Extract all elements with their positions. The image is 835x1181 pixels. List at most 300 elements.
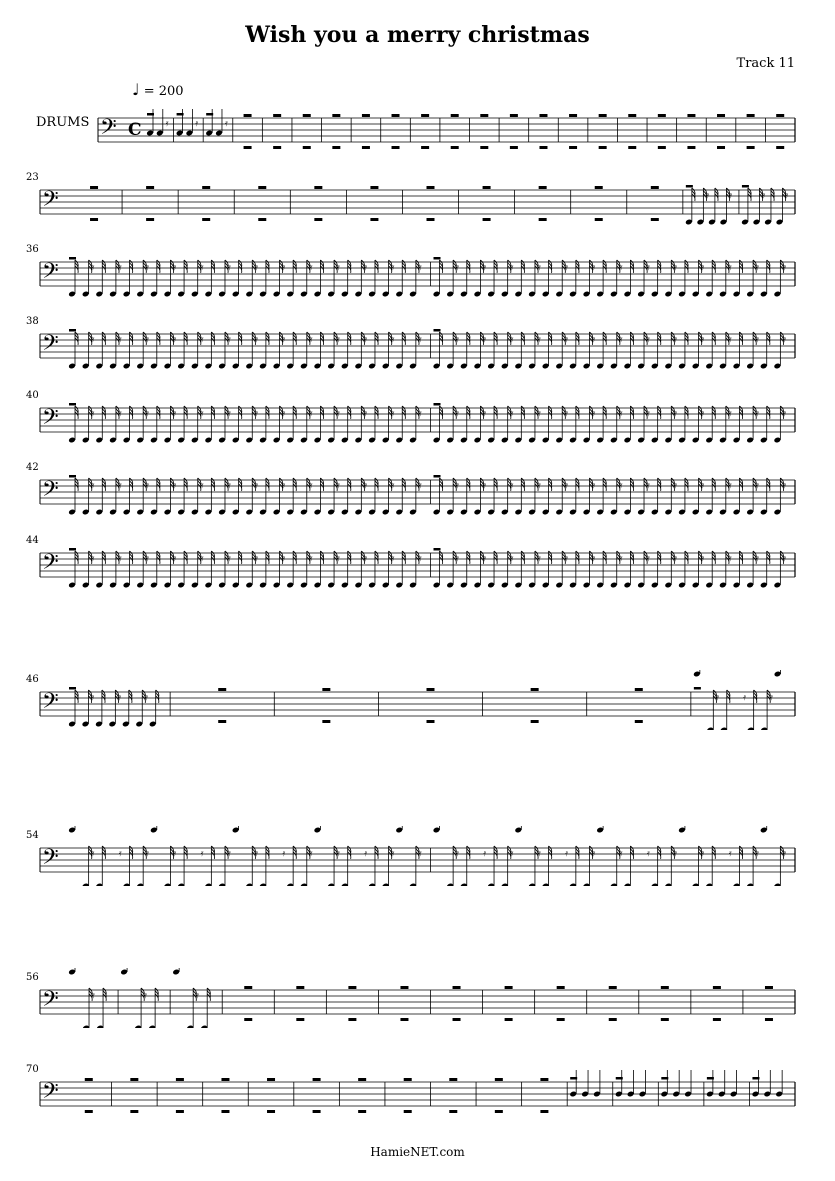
sixteenth-rest: 𝄿 bbox=[337, 335, 340, 345]
sixteenth-rest: 𝄿 bbox=[483, 263, 487, 273]
sixteenth-rest: 𝄿 bbox=[783, 481, 787, 491]
whole-rest bbox=[765, 1018, 773, 1021]
sixteenth-rest: 𝄿 bbox=[456, 481, 459, 491]
sixteenth-rest: 𝄿 bbox=[743, 693, 746, 703]
whole-rest bbox=[244, 114, 252, 117]
sixteenth-rest: 𝄿 bbox=[337, 263, 340, 273]
sixteenth-rest: 𝄿 bbox=[391, 409, 395, 419]
sixteenth-rest: 𝄿 bbox=[619, 481, 623, 491]
whole-rest bbox=[776, 114, 784, 117]
sixteenth-rest: 𝄿 bbox=[364, 263, 368, 273]
sixteenth-rest: 𝄿 bbox=[224, 119, 228, 129]
sixteenth-rest: 𝄿 bbox=[364, 849, 368, 859]
measure-number: 38 bbox=[26, 316, 39, 327]
sixteenth-rest: 𝄿 bbox=[391, 335, 395, 345]
whole-rest bbox=[90, 186, 98, 189]
sixteenth-rest: 𝄿 bbox=[483, 849, 487, 859]
sixteenth-rest: 𝄿 bbox=[364, 335, 368, 345]
bass-clef-icon: 𝄢 bbox=[42, 845, 59, 875]
sixteenth-rest: 𝄿 bbox=[282, 849, 286, 859]
bass-clef-icon: 𝄢 bbox=[42, 259, 59, 289]
whole-rest bbox=[510, 146, 518, 149]
whole-rest bbox=[661, 1018, 669, 1021]
whole-rest bbox=[313, 1078, 321, 1081]
whole-rest bbox=[609, 986, 617, 989]
sixteenth-rest: 𝄿 bbox=[537, 554, 541, 564]
voice-rest bbox=[752, 1077, 759, 1080]
tempo-value: = 200 bbox=[143, 84, 184, 99]
sixteenth-rest: 𝄿 bbox=[701, 409, 705, 419]
sixteenth-rest: 𝄿 bbox=[647, 409, 650, 419]
voice-rest bbox=[147, 113, 154, 116]
sixteenth-rest: 𝄿 bbox=[647, 335, 650, 345]
staff-system bbox=[0, 1060, 835, 1120]
whole-rest bbox=[713, 1018, 721, 1021]
sixteenth-rest: 𝄿 bbox=[619, 409, 623, 419]
whole-rest bbox=[296, 986, 304, 989]
sixteenth-rest: 𝄿 bbox=[592, 409, 596, 419]
whole-rest bbox=[267, 1110, 275, 1113]
sixteenth-rest: 𝄿 bbox=[91, 409, 95, 419]
bass-clef-icon: 𝄢 bbox=[42, 187, 59, 217]
sixteenth-rest: 𝄿 bbox=[728, 409, 732, 419]
sixteenth-rest: 𝄿 bbox=[456, 409, 459, 419]
sixteenth-rest: 𝄿 bbox=[674, 849, 678, 859]
sixteenth-rest: 𝄿 bbox=[483, 554, 487, 564]
bass-clef-icon: 𝄢 bbox=[42, 1079, 59, 1109]
whole-rest bbox=[635, 720, 643, 723]
whole-rest bbox=[717, 146, 725, 149]
sixteenth-rest: 𝄿 bbox=[783, 335, 787, 345]
sixteenth-rest: 𝄿 bbox=[510, 481, 514, 491]
sixteenth-rest: 𝄿 bbox=[200, 554, 204, 564]
sixteenth-rest: 𝄿 bbox=[783, 849, 787, 859]
whole-rest bbox=[202, 186, 210, 189]
sixteenth-rest: 𝄿 bbox=[483, 335, 487, 345]
sixteenth-rest: 𝄿 bbox=[592, 481, 596, 491]
whole-rest bbox=[404, 1078, 412, 1081]
whole-rest bbox=[303, 146, 311, 149]
sixteenth-rest: 𝄿 bbox=[783, 554, 787, 564]
sixteenth-rest: 𝄿 bbox=[337, 849, 340, 859]
sixteenth-rest: 𝄿 bbox=[196, 991, 199, 1001]
sixteenth-rest: 𝄿 bbox=[255, 335, 259, 345]
whole-rest bbox=[495, 1078, 503, 1081]
sixteenth-rest: 𝄿 bbox=[619, 263, 623, 273]
sixteenth-rest: 𝄿 bbox=[146, 554, 149, 564]
sixteenth-rest: 𝄿 bbox=[565, 554, 568, 564]
sixteenth-rest: 𝄿 bbox=[565, 263, 568, 273]
sixteenth-rest: 𝄿 bbox=[565, 849, 568, 859]
sixteenth-rest: 𝄿 bbox=[173, 409, 177, 419]
whole-rest bbox=[202, 218, 210, 221]
voice-rest bbox=[686, 185, 693, 188]
whole-rest bbox=[221, 1110, 229, 1113]
sixteenth-rest: 𝄿 bbox=[173, 481, 177, 491]
sixteenth-rest: 𝄿 bbox=[647, 554, 650, 564]
staff-system bbox=[0, 670, 835, 730]
whole-rest bbox=[392, 114, 400, 117]
sixteenth-rest: 𝄿 bbox=[146, 335, 149, 345]
sixteenth-rest: 𝄿 bbox=[701, 335, 705, 345]
sixteenth-rest: 𝄿 bbox=[227, 481, 231, 491]
whole-rest bbox=[273, 114, 281, 117]
sixteenth-rest: 𝄿 bbox=[173, 335, 177, 345]
sixteenth-rest: 𝄿 bbox=[91, 693, 95, 703]
sixteenth-rest: 𝄿 bbox=[337, 409, 340, 419]
voice-rest bbox=[69, 403, 76, 406]
voice-rest bbox=[707, 1077, 714, 1080]
whole-rest bbox=[146, 186, 154, 189]
whole-rest bbox=[404, 1110, 412, 1113]
whole-rest bbox=[540, 1078, 548, 1081]
sixteenth-rest: 𝄿 bbox=[729, 191, 733, 201]
sixteenth-rest: 𝄿 bbox=[756, 409, 759, 419]
whole-rest bbox=[635, 688, 643, 691]
voice-rest bbox=[69, 548, 76, 551]
sixteenth-rest: 𝄿 bbox=[118, 693, 122, 703]
sixteenth-rest: 𝄿 bbox=[418, 409, 422, 419]
whole-rest bbox=[505, 986, 513, 989]
whole-rest bbox=[747, 114, 755, 117]
sixteenth-rest: 𝄿 bbox=[255, 409, 259, 419]
sixteenth-rest: 𝄿 bbox=[674, 554, 678, 564]
sixteenth-rest: 𝄿 bbox=[173, 554, 177, 564]
sixteenth-rest: 𝄿 bbox=[756, 849, 759, 859]
sixteenth-rest: 𝄿 bbox=[391, 263, 395, 273]
sixteenth-rest: 𝄿 bbox=[200, 481, 204, 491]
whole-rest bbox=[651, 218, 659, 221]
score-title: Wish you a merry christmas bbox=[245, 22, 590, 48]
bass-clef-icon: 𝄢 bbox=[42, 477, 59, 507]
whole-rest bbox=[569, 114, 577, 117]
voice-rest bbox=[742, 185, 749, 188]
sixteenth-rest: 𝄿 bbox=[619, 849, 623, 859]
whole-rest bbox=[687, 146, 695, 149]
whole-rest bbox=[628, 114, 636, 117]
whole-rest bbox=[332, 146, 340, 149]
sixteenth-rest: 𝄿 bbox=[309, 554, 313, 564]
sixteenth-rest: 𝄿 bbox=[165, 119, 169, 129]
sixteenth-rest: 𝄿 bbox=[282, 335, 286, 345]
whole-rest bbox=[296, 1018, 304, 1021]
sixteenth-rest: 𝄿 bbox=[118, 554, 122, 564]
sixteenth-rest: 𝄿 bbox=[255, 554, 259, 564]
whole-rest bbox=[531, 688, 539, 691]
track-label: Track 11 bbox=[736, 56, 795, 71]
sixteenth-rest: 𝄿 bbox=[510, 409, 514, 419]
whole-rest bbox=[258, 218, 266, 221]
staff-system bbox=[0, 168, 835, 228]
sixteenth-rest: 𝄿 bbox=[728, 554, 732, 564]
voice-rest bbox=[434, 329, 441, 332]
whole-rest bbox=[427, 186, 435, 189]
sixteenth-rest: 𝄿 bbox=[92, 991, 95, 1001]
sixteenth-rest: 𝄿 bbox=[592, 263, 596, 273]
measure-number: 70 bbox=[26, 1064, 39, 1075]
whole-rest bbox=[400, 986, 408, 989]
measure-number: 40 bbox=[26, 390, 39, 401]
bass-clef-icon: 𝄢 bbox=[42, 550, 59, 580]
whole-rest bbox=[717, 114, 725, 117]
whole-rest bbox=[273, 146, 281, 149]
whole-rest bbox=[130, 1078, 138, 1081]
sixteenth-rest: 𝄿 bbox=[282, 481, 286, 491]
sixteenth-rest: 𝄿 bbox=[391, 849, 395, 859]
whole-rest bbox=[658, 146, 666, 149]
voice-rest bbox=[69, 475, 76, 478]
sixteenth-rest: 𝄿 bbox=[565, 335, 568, 345]
sixteenth-rest: 𝄿 bbox=[91, 554, 95, 564]
sixteenth-rest: 𝄿 bbox=[282, 409, 286, 419]
staff-system bbox=[0, 312, 835, 372]
sixteenth-rest: 𝄿 bbox=[537, 849, 541, 859]
voice-rest bbox=[69, 329, 76, 332]
whole-rest bbox=[348, 986, 356, 989]
whole-rest bbox=[539, 146, 547, 149]
sixteenth-rest: 𝄿 bbox=[195, 119, 199, 129]
whole-rest bbox=[539, 114, 547, 117]
whole-rest bbox=[370, 186, 378, 189]
whole-rest bbox=[90, 218, 98, 221]
whole-rest bbox=[427, 720, 435, 723]
measure-number: 44 bbox=[26, 535, 39, 546]
whole-rest bbox=[765, 986, 773, 989]
sixteenth-rest: 𝄿 bbox=[537, 335, 541, 345]
sixteenth-rest: 𝄿 bbox=[91, 263, 95, 273]
bass-clef-icon: 𝄢 bbox=[42, 689, 59, 719]
whole-rest bbox=[130, 1110, 138, 1113]
whole-rest bbox=[362, 146, 370, 149]
sixteenth-rest: 𝄿 bbox=[309, 263, 313, 273]
whole-rest bbox=[267, 1078, 275, 1081]
whole-rest bbox=[313, 1110, 321, 1113]
sixteenth-rest: 𝄿 bbox=[364, 481, 368, 491]
voice-rest bbox=[434, 403, 441, 406]
sixteenth-rest: 𝄿 bbox=[227, 554, 231, 564]
sixteenth-rest: 𝄿 bbox=[716, 693, 720, 703]
staff-system bbox=[0, 826, 835, 886]
whole-rest bbox=[322, 688, 330, 691]
whole-rest bbox=[483, 218, 491, 221]
sixteenth-rest: 𝄿 bbox=[200, 335, 204, 345]
whole-rest bbox=[244, 146, 252, 149]
whole-rest bbox=[747, 146, 755, 149]
whole-rest bbox=[303, 114, 311, 117]
sixteenth-rest: 𝄿 bbox=[200, 263, 204, 273]
whole-rest bbox=[480, 114, 488, 117]
staff-system bbox=[0, 96, 835, 156]
whole-rest bbox=[510, 114, 518, 117]
whole-rest bbox=[427, 218, 435, 221]
whole-rest bbox=[221, 1078, 229, 1081]
voice-rest bbox=[434, 257, 441, 260]
whole-rest bbox=[505, 1018, 513, 1021]
sixteenth-rest: 𝄿 bbox=[701, 554, 705, 564]
whole-rest bbox=[358, 1110, 366, 1113]
voice-rest bbox=[570, 1077, 577, 1080]
sixteenth-rest: 𝄿 bbox=[144, 991, 147, 1001]
sixteenth-rest: 𝄿 bbox=[701, 263, 705, 273]
sixteenth-rest: 𝄿 bbox=[200, 849, 204, 859]
sixteenth-rest: 𝄿 bbox=[227, 263, 231, 273]
sixteenth-rest: 𝄿 bbox=[418, 335, 422, 345]
sixteenth-rest: 𝄿 bbox=[647, 849, 650, 859]
sixteenth-rest: 𝄿 bbox=[647, 481, 650, 491]
sixteenth-rest: 𝄿 bbox=[756, 335, 759, 345]
bass-clef-icon: 𝄢 bbox=[42, 405, 59, 435]
sixteenth-rest: 𝄿 bbox=[701, 481, 705, 491]
bass-clef-icon: 𝄢 bbox=[42, 331, 59, 361]
whole-rest bbox=[539, 218, 547, 221]
whole-rest bbox=[713, 986, 721, 989]
sixteenth-rest: 𝄿 bbox=[391, 481, 395, 491]
sixteenth-rest: 𝄿 bbox=[309, 849, 313, 859]
sixteenth-rest: 𝄿 bbox=[173, 263, 177, 273]
voice-rest bbox=[616, 1077, 623, 1080]
sixteenth-rest: 𝄿 bbox=[783, 409, 787, 419]
sixteenth-rest: 𝄿 bbox=[674, 335, 678, 345]
whole-rest bbox=[661, 986, 669, 989]
sixteenth-rest: 𝄿 bbox=[565, 409, 568, 419]
voice-rest bbox=[69, 257, 76, 260]
sixteenth-rest: 𝄿 bbox=[118, 409, 122, 419]
whole-rest bbox=[599, 114, 607, 117]
sixteenth-rest: 𝄿 bbox=[282, 263, 286, 273]
sixteenth-rest: 𝄿 bbox=[91, 849, 95, 859]
sixteenth-rest: 𝄿 bbox=[537, 409, 541, 419]
sixteenth-rest: 𝄿 bbox=[510, 335, 514, 345]
sixteenth-rest: 𝄿 bbox=[418, 849, 422, 859]
sixteenth-rest: 𝄿 bbox=[762, 191, 766, 201]
whole-rest bbox=[176, 1078, 184, 1081]
measure-number: 23 bbox=[26, 172, 39, 183]
whole-rest bbox=[540, 1110, 548, 1113]
whole-rest bbox=[628, 146, 636, 149]
sixteenth-rest: 𝄿 bbox=[146, 263, 149, 273]
whole-rest bbox=[421, 114, 429, 117]
whole-rest bbox=[322, 720, 330, 723]
whole-rest bbox=[332, 114, 340, 117]
whole-rest bbox=[557, 986, 565, 989]
measure-number: 42 bbox=[26, 462, 39, 473]
sixteenth-rest: 𝄿 bbox=[227, 335, 231, 345]
sixteenth-rest: 𝄿 bbox=[282, 554, 286, 564]
staff-system bbox=[0, 386, 835, 446]
whole-rest bbox=[400, 1018, 408, 1021]
voice-rest bbox=[661, 1077, 668, 1080]
whole-rest bbox=[595, 218, 603, 221]
quarter-note-icon: ♩ bbox=[132, 80, 140, 99]
bass-clef-icon: 𝄢 bbox=[42, 987, 59, 1017]
whole-rest bbox=[370, 218, 378, 221]
whole-rest bbox=[483, 186, 491, 189]
sixteenth-rest: 𝄿 bbox=[146, 849, 149, 859]
sixteenth-rest: 𝄿 bbox=[418, 481, 422, 491]
sixteenth-rest: 𝄿 bbox=[118, 263, 122, 273]
sixteenth-rest: 𝄿 bbox=[674, 409, 678, 419]
sixteenth-rest: 𝄿 bbox=[146, 409, 149, 419]
whole-rest bbox=[595, 186, 603, 189]
whole-rest bbox=[348, 1018, 356, 1021]
whole-rest bbox=[85, 1110, 93, 1113]
sixteenth-rest: 𝄿 bbox=[145, 693, 149, 703]
sixteenth-rest: 𝄿 bbox=[728, 481, 732, 491]
time-signature: C bbox=[128, 120, 142, 140]
whole-rest bbox=[557, 1018, 565, 1021]
sixteenth-rest: 𝄿 bbox=[173, 849, 177, 859]
sixteenth-rest: 𝄿 bbox=[565, 481, 568, 491]
whole-rest bbox=[85, 1078, 93, 1081]
whole-rest bbox=[146, 218, 154, 221]
sixteenth-rest: 𝄿 bbox=[510, 849, 514, 859]
sixteenth-rest: 𝄿 bbox=[118, 335, 122, 345]
whole-rest bbox=[687, 114, 695, 117]
whole-rest bbox=[449, 1078, 457, 1081]
sixteenth-rest: 𝄿 bbox=[674, 263, 678, 273]
sixteenth-rest: 𝄿 bbox=[227, 409, 231, 419]
sixteenth-rest: 𝄿 bbox=[728, 335, 732, 345]
sixteenth-rest: 𝄿 bbox=[309, 481, 313, 491]
sixteenth-rest: 𝄿 bbox=[364, 554, 368, 564]
sixteenth-rest: 𝄿 bbox=[728, 263, 732, 273]
sixteenth-rest: 𝄿 bbox=[483, 481, 487, 491]
whole-rest bbox=[531, 720, 539, 723]
whole-rest bbox=[651, 186, 659, 189]
whole-rest bbox=[244, 986, 252, 989]
sixteenth-rest: 𝄿 bbox=[456, 263, 459, 273]
sixteenth-rest: 𝄿 bbox=[309, 409, 313, 419]
sixteenth-rest: 𝄿 bbox=[364, 409, 368, 419]
sixteenth-rest: 𝄿 bbox=[728, 849, 732, 859]
whole-rest bbox=[539, 186, 547, 189]
sixteenth-rest: 𝄿 bbox=[91, 335, 95, 345]
sixteenth-rest: 𝄿 bbox=[592, 335, 596, 345]
whole-rest bbox=[569, 146, 577, 149]
whole-rest bbox=[244, 1018, 252, 1021]
whole-rest bbox=[358, 1078, 366, 1081]
staff-system bbox=[0, 240, 835, 300]
whole-rest bbox=[362, 114, 370, 117]
sixteenth-rest: 𝄿 bbox=[592, 849, 596, 859]
sixteenth-rest: 𝄿 bbox=[619, 335, 623, 345]
sixteenth-rest: 𝄿 bbox=[309, 335, 313, 345]
whole-rest bbox=[176, 1110, 184, 1113]
staff-system bbox=[0, 531, 835, 591]
whole-rest bbox=[453, 986, 461, 989]
sixteenth-rest: 𝄿 bbox=[146, 481, 149, 491]
whole-rest bbox=[392, 146, 400, 149]
sixteenth-rest: 𝄿 bbox=[456, 554, 459, 564]
whole-rest bbox=[453, 1018, 461, 1021]
whole-rest bbox=[218, 720, 226, 723]
measure-number: 56 bbox=[26, 972, 39, 983]
sixteenth-rest: 𝄿 bbox=[592, 554, 596, 564]
sixteenth-rest: 𝄿 bbox=[483, 409, 487, 419]
sixteenth-rest: 𝄿 bbox=[706, 191, 710, 201]
whole-rest bbox=[258, 186, 266, 189]
sixteenth-rest: 𝄿 bbox=[619, 554, 623, 564]
staff-system bbox=[0, 968, 835, 1028]
measure-number: 36 bbox=[26, 244, 39, 255]
sixteenth-rest: 𝄿 bbox=[756, 481, 759, 491]
staff-system bbox=[0, 458, 835, 518]
whole-rest bbox=[495, 1110, 503, 1113]
measure-number: 54 bbox=[26, 830, 39, 841]
sixteenth-rest: 𝄿 bbox=[756, 554, 759, 564]
sixteenth-rest: 𝄿 bbox=[255, 263, 259, 273]
sixteenth-rest: 𝄿 bbox=[770, 693, 773, 703]
